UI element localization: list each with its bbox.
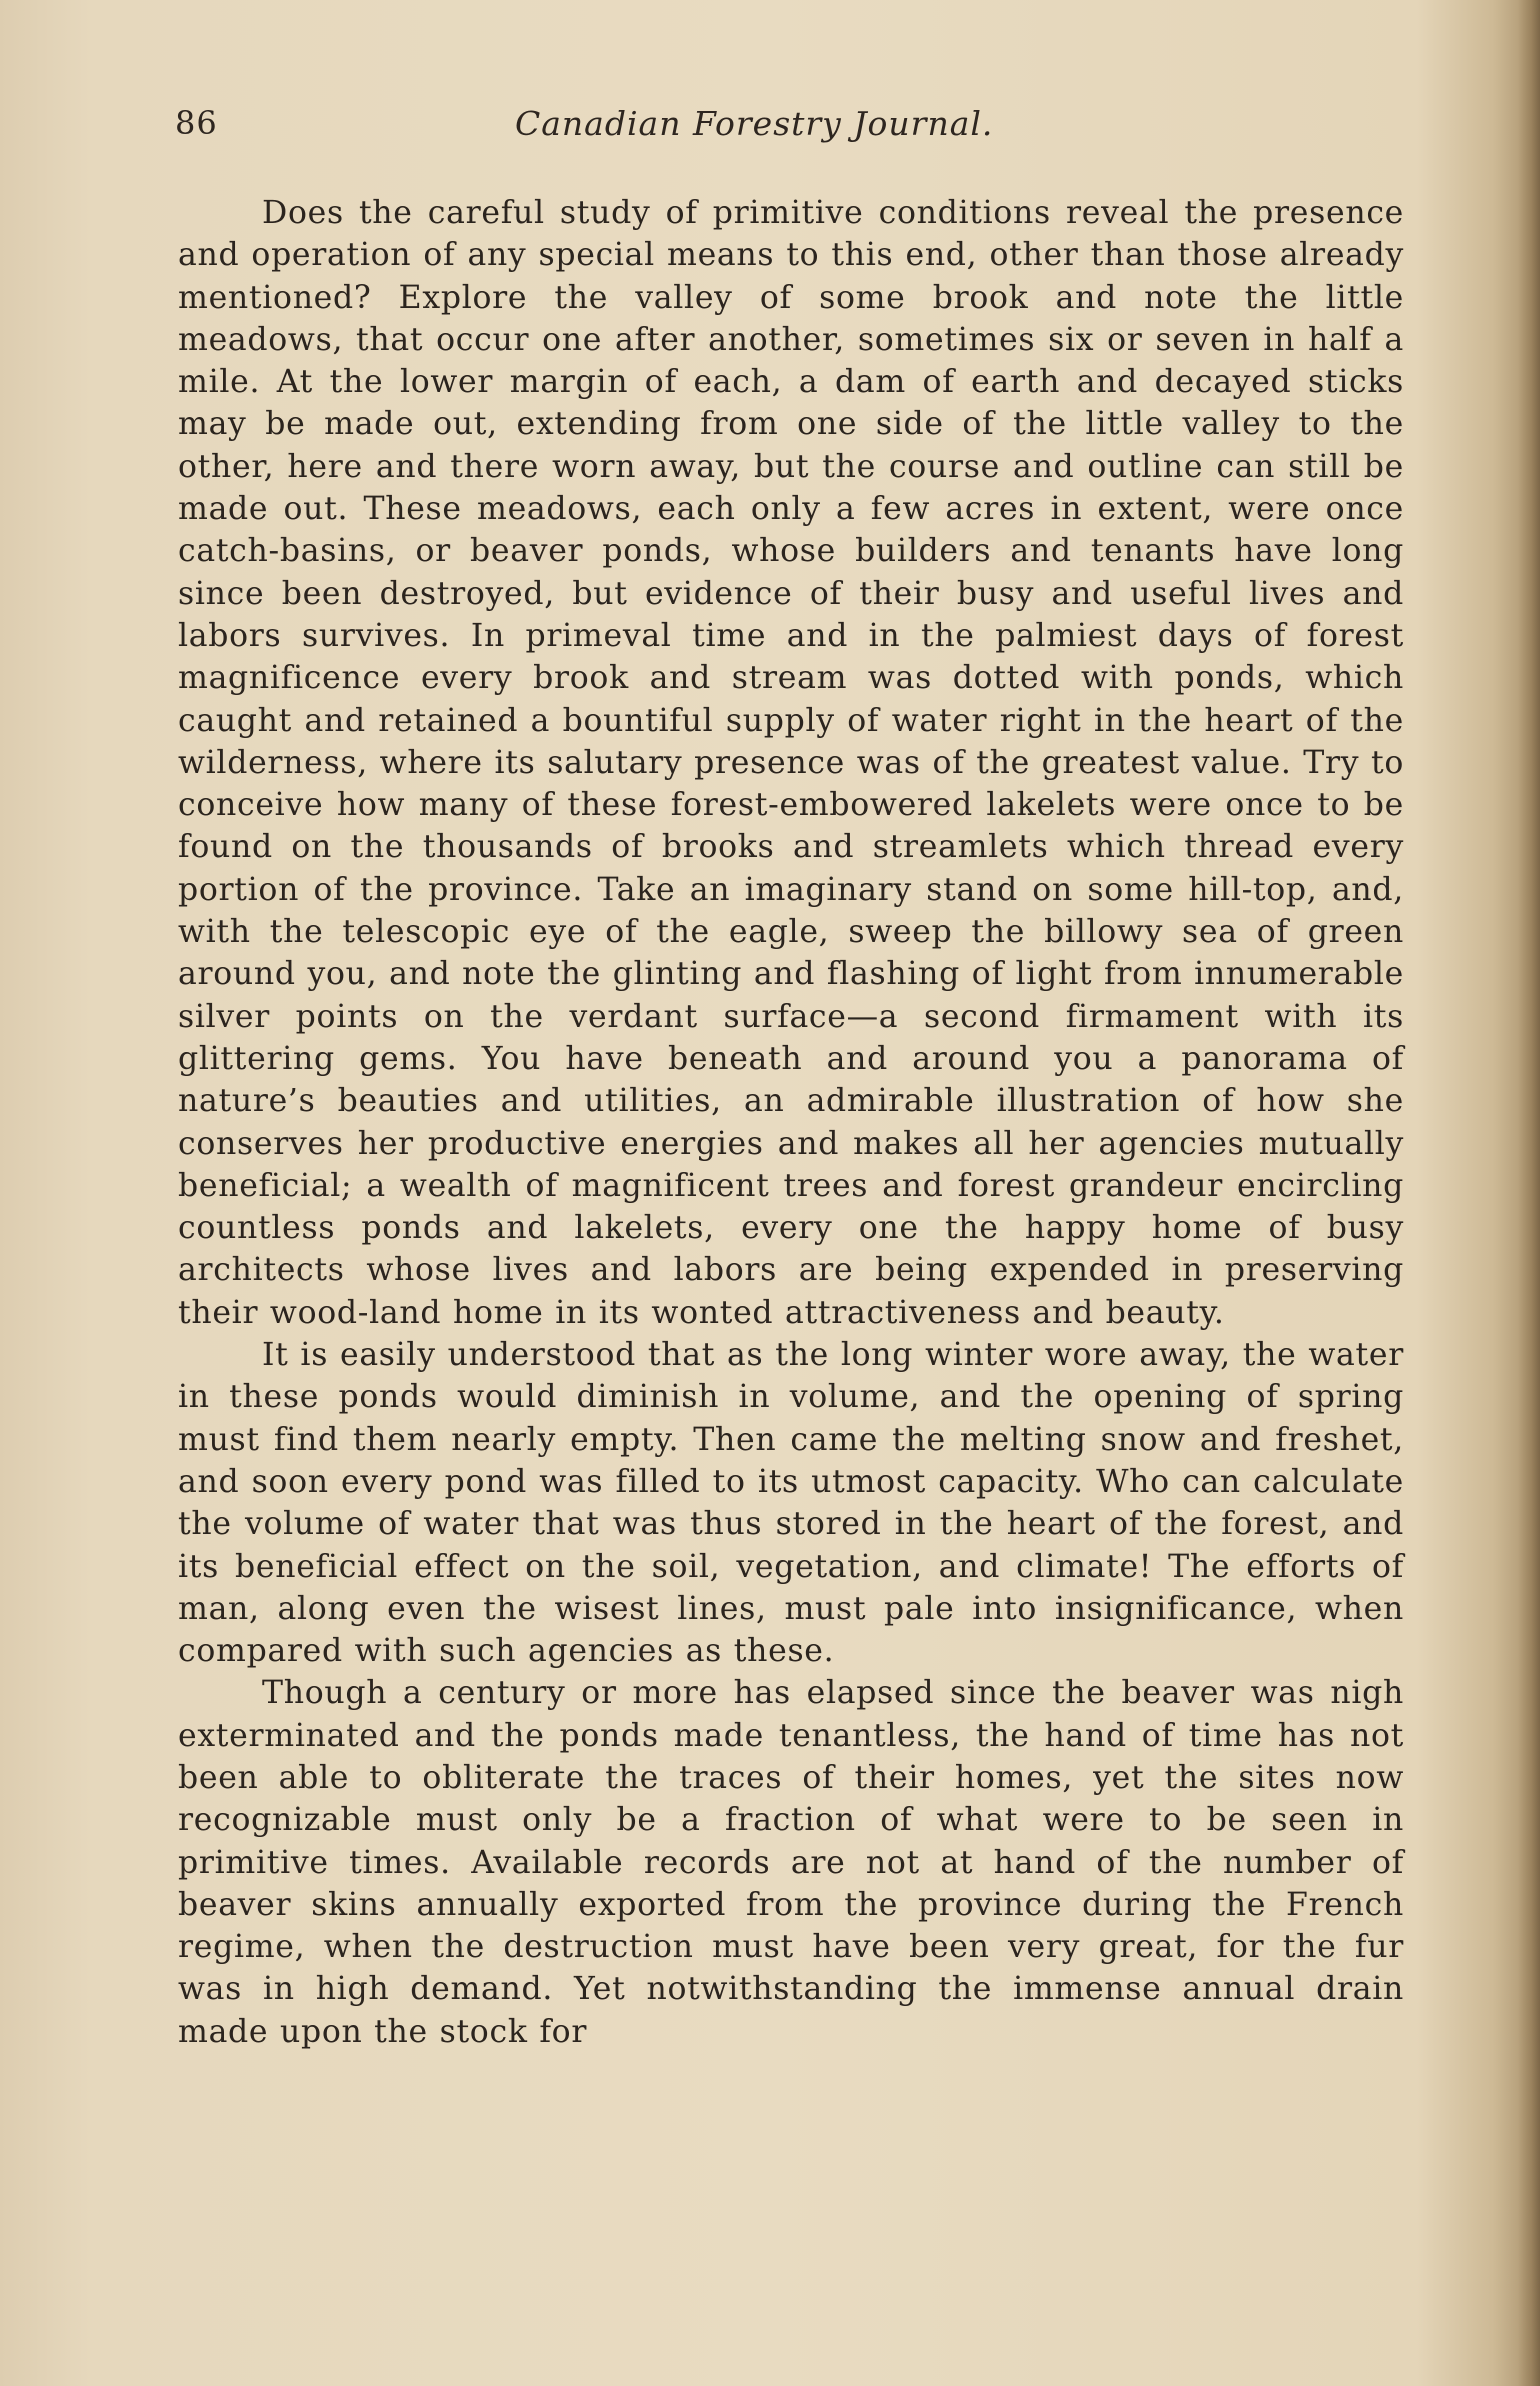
page-edge-shadow (1518, 0, 1540, 2386)
paragraph-1: Does the careful study of primitive conditions reveal the presence and operation of any special means to this end, other than those already mentioned? Explore the valley of some brook and note the little meadows, that occur one after another, sometimes six or seven in half a mile. At the lower margin of each, a dam of earth and decayed sticks may be made out, extending from one side of the little valley to the other, here and there worn away, but the course and outline can still be made out. These meadows, each only a few acres in extent, were once catch-basins, or beaver ponds, whose builders and tenants have long since been destroyed, but evidence of their busy and useful lives and labors survives. In primeval time and in the palmiest days of forest magnificence every brook and stream was dotted with ponds, which caught and retained a bountiful supply of water right in the heart of the wilderness, where its salutary presence was of the greatest value. Try to conceive how many of these forest-embowered lakelets were once to be found on the thousands of brooks and streamlets which thread every portion of the province. Take an imaginary stand on some hill-top, and, with the telescopic eye of the eagle, sweep the billowy sea of green around you, and note the glinting and flashing of light from innumerable silver points on the verdant surface—a second firmament with its glittering gems. You have beneath and around you a panorama of nature’s beauties and utilities, an admirable illustration of how she conserves her productive energies and makes all her agencies mutually beneficial; a wealth of magnificent trees and forest grandeur encircling countless ponds and lakelets, every one the happy home of busy architects whose lives and labors are being expended in preserving their wood-land home in its wonted attractiveness and beauty. (178, 195, 1404, 1331)
running-header (175, 104, 1405, 164)
article-body (178, 192, 1404, 2053)
journal-title: Canadian Forestry Journal. (515, 104, 994, 143)
paragraph-2: It is easily understood that as the long winter wore away, the water in these ponds would diminish in volume, and the opening of spring must find them nearly empty. Then came the melting snow and freshet, and soon every pond was filled to its utmost capacity. Who can calculate the volume of water that was thus stored in the heart of the forest, and its beneficial effect on the soil, vegetation, and climate! The efforts of man, along even the wisest lines, must pale into insignificance, when compared with such agencies as these. (178, 1337, 1404, 1670)
paragraph-3: Though a century or more has elapsed since the beaver was nigh exterminated and the ponds made tenantless, the hand of time has not been able to obliterate the traces of their homes, yet the sites now recognizable must only be a fraction of what were to be seen in primitive times. Available records are not at hand of the number of beaver skins annually exported from the province during the French regime, when the destruction must have been very great, for the fur was in high demand. Yet notwithstanding the immense annual drain made upon the stock for (178, 1675, 1404, 2050)
page-number: 86 (175, 104, 218, 142)
